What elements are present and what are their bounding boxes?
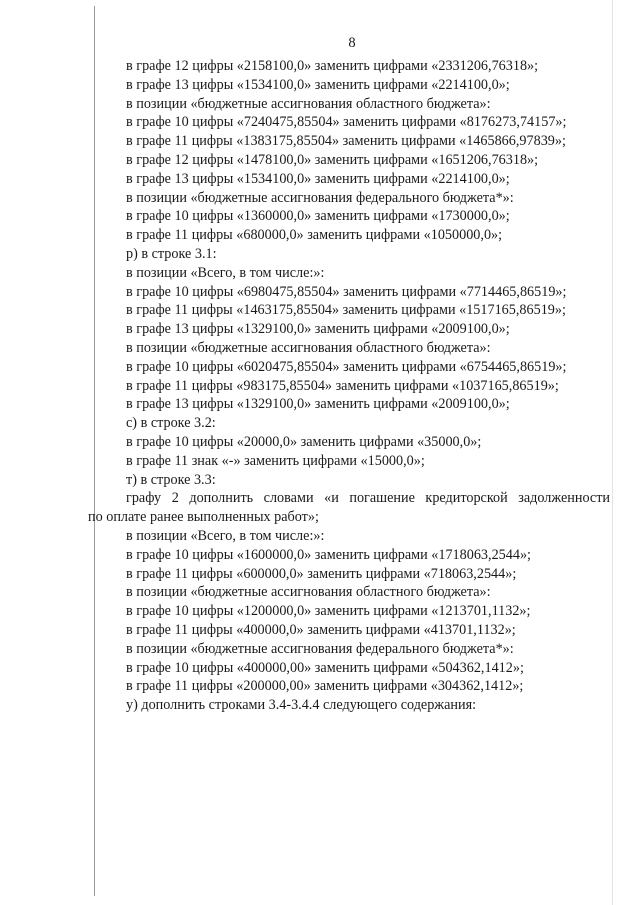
text-line: в графе 13 цифры «1329100,0» заменить цифрами «2009100,0»; [126,396,510,413]
text-line: в графе 11 цифры «1463175,85504» заменить цифрами «1517165,86519»; [126,302,566,319]
scan-left-edge [94,6,95,896]
text-line: в графе 11 цифры «983175,85504» заменить цифрами «1037165,86519»; [126,377,559,394]
text-line: в позиции «Всего, в том числе:»: [126,527,325,544]
text-line: в графе 11 цифры «600000,0» заменить цифрами «718063,2544»; [126,565,517,582]
text-line: в графе 11 знак «-» заменить цифрами «15000,0»; [126,452,425,469]
text-line: в позиции «бюджетные ассигнования областного бюджета»: [126,95,491,112]
text-line: в графе 10 цифры «20000,0» заменить цифрами «35000,0»; [126,433,482,450]
text-line: в позиции «бюджетные ассигнования федерального бюджета*»: [126,640,514,657]
text-line: в графе 10 цифры «6020475,85504» заменить цифрами «6754465,86519»; [126,358,567,375]
text-line: в позиции «бюджетные ассигнования областного бюджета»: [126,584,491,601]
text-line: р) в строке 3.1: [126,245,217,262]
text-line: в графе 10 цифры «1600000,0» заменить цифрами «1718063,2544»; [126,546,531,563]
text-line: в графе 13 цифры «1329100,0» заменить цифрами «2009100,0»; [126,321,510,338]
text-line: с) в строке 3.2: [126,415,216,432]
text-line: в графе 10 цифры «6980475,85504» заменить цифрами «7714465,86519»; [126,283,567,300]
document-body [88,57,610,715]
text-line: графу 2 дополнить словами «и погашение кредиторской задолженности [126,490,610,507]
scan-right-edge [612,0,613,905]
page-number: 8 [348,35,356,51]
text-line: в графе 10 цифры «400000,00» заменить цифрами «504362,1412»; [126,659,524,676]
text-line-continuation: по оплате ранее выполненных работ»; [88,509,319,526]
text-line: в графе 11 цифры «680000,0» заменить цифрами «1050000,0»; [126,227,503,244]
text-line: в графе 13 цифры «1534100,0» заменить цифрами «2214100,0»; [126,76,510,93]
text-line: в графе 10 цифры «7240475,85504» заменить цифрами «8176273,74157»; [126,114,567,131]
text-line: т) в строке 3.3: [126,471,216,488]
text-line: в графе 12 цифры «1478100,0» заменить цифрами «1651206,76318»; [126,151,539,168]
text-line: в графе 11 цифры «1383175,85504» заменить цифрами «1465866,97839»; [126,133,566,150]
text-line: в графе 12 цифры «2158100,0» заменить цифрами «2331206,76318»; [126,58,539,74]
text-line: у) дополнить строками 3.4-3.4.4 следующего содержания: [126,697,477,714]
text-line: в графе 11 цифры «200000,00» заменить цифрами «304362,1412»; [126,678,524,695]
text-line: в графе 13 цифры «1534100,0» заменить цифрами «2214100,0»; [126,170,510,187]
text-line: в позиции «бюджетные ассигнования федерального бюджета*»: [126,189,514,206]
text-line: в графе 11 цифры «400000,0» заменить цифрами «413701,1132»; [126,621,516,638]
text-line: в графе 10 цифры «1200000,0» заменить цифрами «1213701,1132»; [126,603,531,620]
text-line: в позиции «Всего, в том числе:»: [126,264,325,281]
text-line: в позиции «бюджетные ассигнования областного бюджета»: [126,339,491,356]
text-line: в графе 10 цифры «1360000,0» заменить цифрами «1730000,0»; [126,208,510,225]
